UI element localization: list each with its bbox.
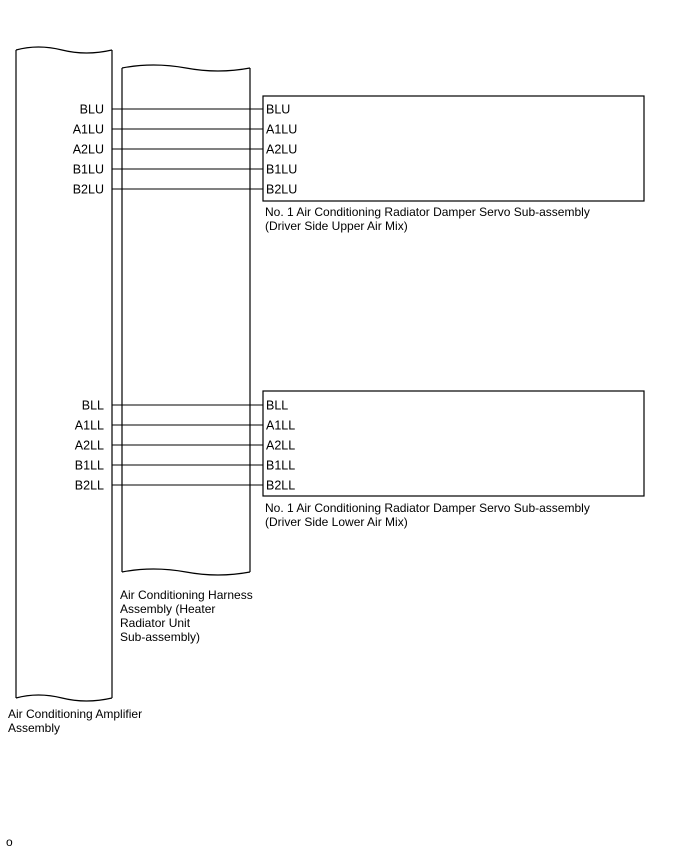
amplifier-top-edge — [16, 47, 112, 53]
harness-block — [122, 65, 250, 575]
amp-pin-a1lu: A1LU — [72, 122, 104, 137]
servo-lower-box — [263, 391, 644, 496]
upper-wires — [112, 109, 263, 189]
servo-upper-name-line-2: (Driver Side Upper Air Mix) — [265, 219, 408, 233]
amplifier-pins-upper — [73, 103, 104, 197]
figure-code: o — [6, 835, 13, 849]
servo-lower-pins — [266, 399, 295, 493]
harness-caption — [120, 588, 253, 644]
servo-pin-blu: BLU — [266, 102, 291, 117]
amp-pin-blu: BLU — [79, 102, 104, 117]
servo-lower-name-line-2: (Driver Side Lower Air Mix) — [265, 515, 408, 529]
harness-bottom-edge — [122, 569, 250, 575]
servo-upper-pins — [266, 103, 297, 197]
harness-name-line-1: Air Conditioning Harness — [120, 588, 253, 602]
amp-pin-a2lu: A2LU — [72, 142, 104, 157]
harness-name-line-2: Assembly (Heater — [120, 602, 216, 616]
servo-upper-caption — [265, 205, 590, 233]
servo-pin-a2ll: A2LL — [266, 438, 296, 453]
servo-pin-a2lu: A2LU — [266, 142, 298, 157]
amplifier-pins-lower — [75, 399, 104, 493]
amp-pin-b2ll: B2LL — [74, 478, 104, 493]
servo-pin-b1lu: B1LU — [266, 162, 298, 177]
servo-lower-name-line-1: No. 1 Air Conditioning Radiator Damper Servo Sub-assembly — [265, 501, 590, 515]
servo-upper-name-line-1: No. 1 Air Conditioning Radiator Damper Servo Sub-assembly — [265, 205, 590, 219]
harness-name-line-4: Sub-assembly) — [120, 630, 201, 644]
lower-wires — [112, 405, 263, 485]
amp-pin-a2ll: A2LL — [74, 438, 104, 453]
servo-pin-b2lu: B2LU — [266, 182, 298, 197]
amplifier-bottom-edge — [16, 695, 112, 701]
amp-pin-a1ll: A1LL — [74, 418, 104, 433]
servo-upper-box — [263, 96, 644, 201]
amp-pin-b1ll: B1LL — [74, 458, 104, 473]
servo-pin-b1ll: B1LL — [266, 458, 296, 473]
amplifier-name-line-2: Assembly — [8, 721, 61, 735]
servo-pin-a1lu: A1LU — [266, 122, 298, 137]
harness-name-line-3: Radiator Unit — [120, 616, 191, 630]
amplifier-name-line-1: Air Conditioning Amplifier — [8, 707, 143, 721]
amplifier-caption — [8, 707, 142, 735]
harness-top-edge — [122, 65, 250, 71]
amp-pin-bll: BLL — [81, 398, 104, 413]
amp-pin-b1lu: B1LU — [72, 162, 104, 177]
servo-pin-b2ll: B2LL — [266, 478, 296, 493]
amp-pin-b2lu: B2LU — [72, 182, 104, 197]
servo-pin-a1ll: A1LL — [266, 418, 296, 433]
servo-lower-caption — [265, 501, 590, 529]
servo-pin-bll: BLL — [266, 398, 289, 413]
